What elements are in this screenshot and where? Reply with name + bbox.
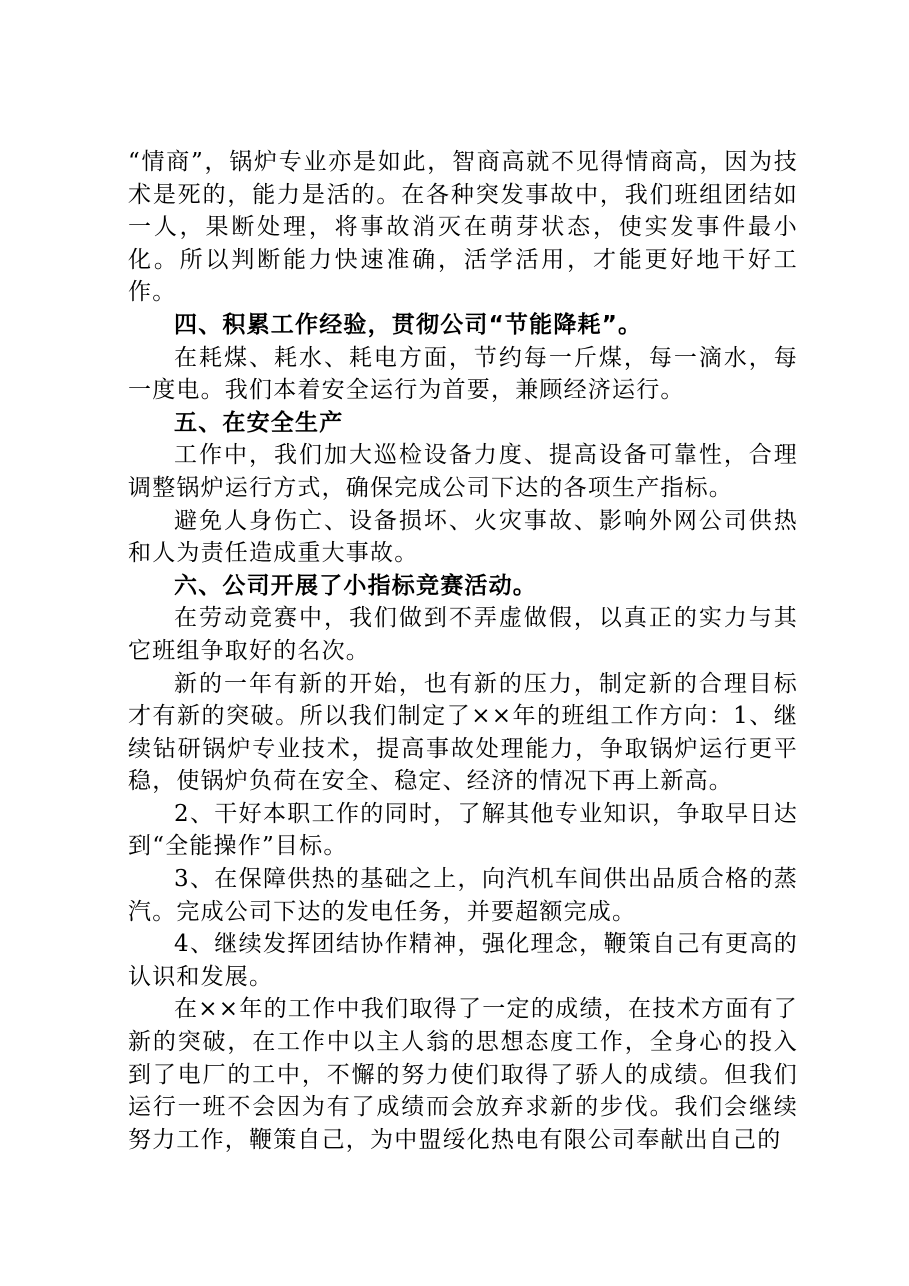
section-heading-four: 四、积累工作经验，贯彻公司“节能降耗”。 (174, 311, 643, 338)
document-body (128, 146, 798, 1156)
paragraph-new-year-goals: 新的一年有新的开始，也有新的压力，制定新的合理目标才有新的突破。所以我们制定了××年的班组工作方向：1、继续钻研锅炉专业技术，提高事故处理能力，争取锅炉运行更平稳，使锅炉负荷在安全、稳定、经济的情况下再上新高。 (128, 670, 798, 795)
paragraph-competition: 在劳动竞赛中，我们做到不弄虚做假，以真正的实力与其它班组争取好的名次。 (128, 605, 798, 664)
paragraph-conclusion: 在××年的工作中我们取得了一定的成绩，在技术方面有了新的突破，在工作中以主人翁的思想态度工作，全身心的投入到了电厂的工中，不懈的努力使们取得了骄人的成绩。但我们运行一班不会因为有了成绩而会放弃求新的步伐。我们会继续努力工作，鞭策自己，为中盟绥化热电有限公司奉献出自己的 (128, 996, 798, 1153)
paragraph-avoid-accidents: 避免人身伤亡、设备损坏、火灾事故、影响外网公司供热和人为责任造成重大事故。 (128, 507, 798, 567)
paragraph-goal-two: 2、干好本职工作的同时，了解其他专业知识，争取早日达到“全能操作”目标。 (128, 800, 798, 860)
section-heading-six: 六、公司开展了小指标竞赛活动。 (174, 572, 537, 599)
paragraph-goal-three: 3、在保障供热的基础之上，向汽机车间供出品质合格的蒸汽。完成公司下达的发电任务，并要超额完成。 (128, 866, 798, 925)
paragraph-energy-saving: 在耗煤、耗水、耗电方面，节约每一斤煤，每一滴水，每一度电。我们本着安全运行为首要，兼顾经济运行。 (128, 344, 798, 404)
paragraph-goal-four: 4、继续发挥团结协作精神，强化理念，鞭策自己有更高的认识和发展。 (128, 931, 798, 990)
section-heading-five: 五、在安全生产 (174, 409, 344, 436)
paragraph-eq-text: “情商”，锅炉专业亦是如此，智商高就不见得情商高，因为技术是死的，能力是活的。在各种突发事故中，我们班组团结如一人，果断处理，将事故消灭在萌芽状态，使实发事件最小化。所以判断能力快速准确，活学活用，才能更好地干好工作。 (128, 149, 798, 306)
paragraph-safety-work: 工作中，我们加大巡检设备力度、提高设备可靠性，合理调整锅炉运行方式，确保完成公司下达的各项生产指标。 (128, 442, 798, 501)
